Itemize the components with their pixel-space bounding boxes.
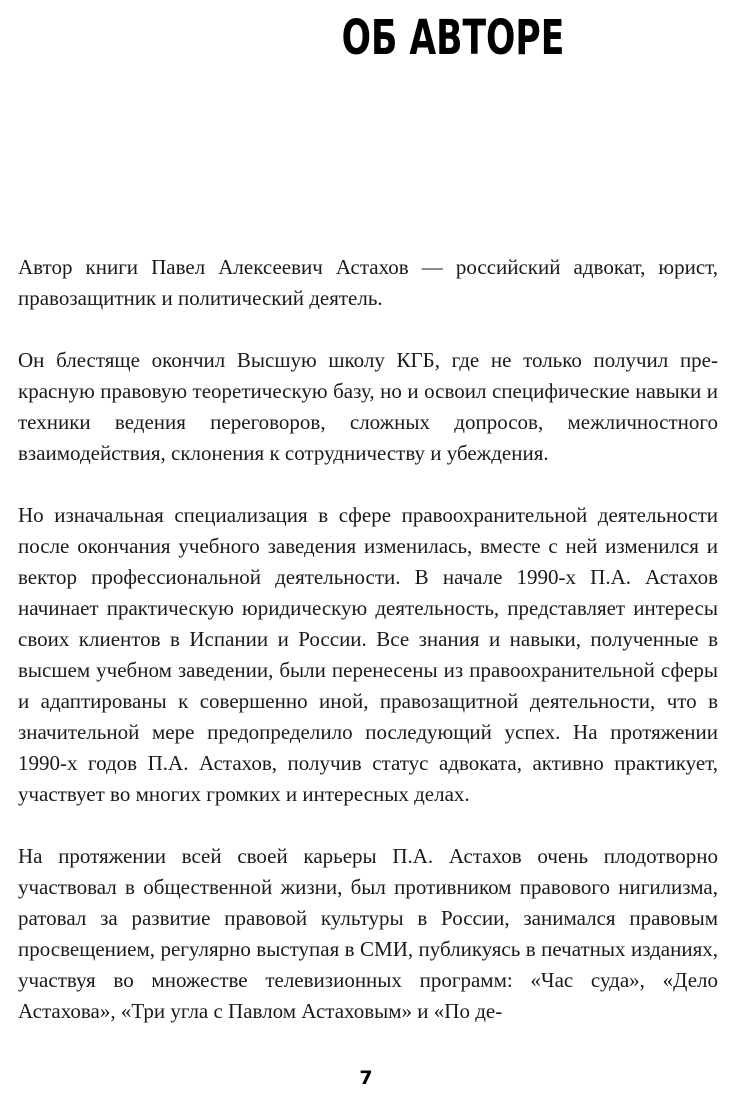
chapter-title: ОБ АВТОРЕ — [341, 10, 564, 66]
paragraph-career: Но изначальная специализация в сфере правоохранительной деятельности после окончания учебного заведения изменилась, вместе с ней изменился и вектор профессиональной деятельности. В начале 1990-х П.А. Астахов начинает практическую юридическую деятельность, представляет интересы своих клиентов в Испании и России. Все знания и навыки, полученные в высшем учебном заведении, были перенесены из правоохранительной сферы и адаптированы к совершенно иной, правозащитной деятельности, что в значительной мере предопределило последующий успех. На протяжении 1990-х годов П.А. Астахов, получив статус адвоката, активно практикует, участвует во многих громких и интересных делах. — [18, 503, 718, 806]
paragraph-education: Он блестяще окончил Высшую школу КГБ, где не только получил прекрасную правовую теоретическую базу, но и освоил специфические навыки и техники ведения переговоров, сложных допросов, межличностного взаимодействия, склонения к сотрудничеству и убеждения. — [18, 348, 718, 465]
paragraph-public-activity: На протяжении всей своей карьеры П.А. Астахов очень плодотворно участвовал в общественной жизни, был противником правового нигилизма, ратовал за развитие правовой культуры в России, занимался правовым просвещением, регулярно выступая в СМИ, публикуясь в печатных изданиях, участвуя во множестве телевизионных программ: «Час суда», «Дело Астахова», «Три угла с Павлом Астаховым» и «По де- — [18, 844, 718, 1023]
page-number: 7 — [359, 1067, 373, 1089]
body-text — [18, 252, 718, 1058]
paragraph-author-intro: Автор книги Павел Алексеевич Астахов — российский адвокат, юрист, правозащитник и политический деятель. — [18, 255, 718, 310]
